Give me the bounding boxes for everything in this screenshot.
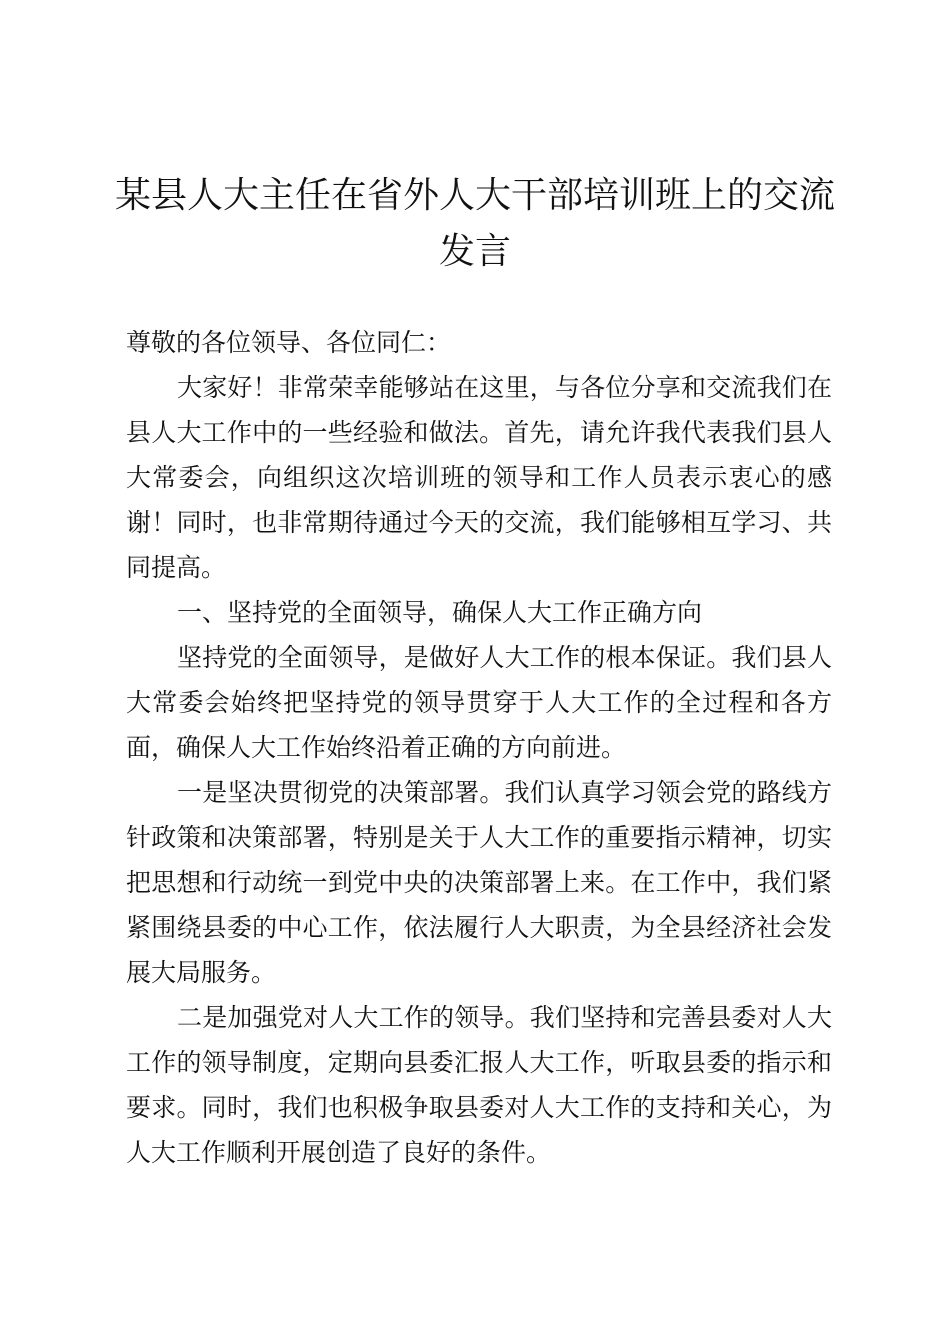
paragraph-point-1: 一是坚决贯彻党的决策部署。我们认真学习领会党的路线方针政策和决策部署，特别是关于人大工作的重要指示精神，切实把思想和行动统一到党中央的决策部署上来。在工作中，我们紧紧围绕县委的中心工作，依法履行人大职责，为全县经济社会发展大局服务。	[126, 778, 832, 987]
salutation: 尊敬的各位领导、各位同仁：	[126, 328, 452, 357]
paragraph-section-intro: 坚持党的全面领导，是做好人大工作的根本保证。我们县人大常委会始终把坚持党的领导贯穿于人大工作的全过程和各方面，确保人大工作始终沿着正确的方向前进。	[126, 643, 832, 762]
section-heading-1: 一、坚持党的全面领导，确保人大工作正确方向	[177, 598, 703, 627]
document-body	[126, 320, 832, 1175]
paragraph-point-2: 二是加强党对人大工作的领导。我们坚持和完善县委对人大工作的领导制度，定期向县委汇报人大工作，听取县委的指示和要求。同时，我们也积极争取县委对人大工作的支持和关心，为人大工作顺利开展创造了良好的条件。	[126, 1003, 832, 1167]
document-title: 某县人大主任在省外人大干部培训班上的交流发言	[114, 175, 835, 272]
paragraph-greeting: 大家好！非常荣幸能够站在这里，与各位分享和交流我们在县人大工作中的一些经验和做法。首先，请允许我代表我们县人大常委会，向组织这次培训班的领导和工作人员表示衷心的感谢！同时，也非常期待通过今天的交流，我们能够相互学习、共同提高。	[126, 373, 832, 582]
